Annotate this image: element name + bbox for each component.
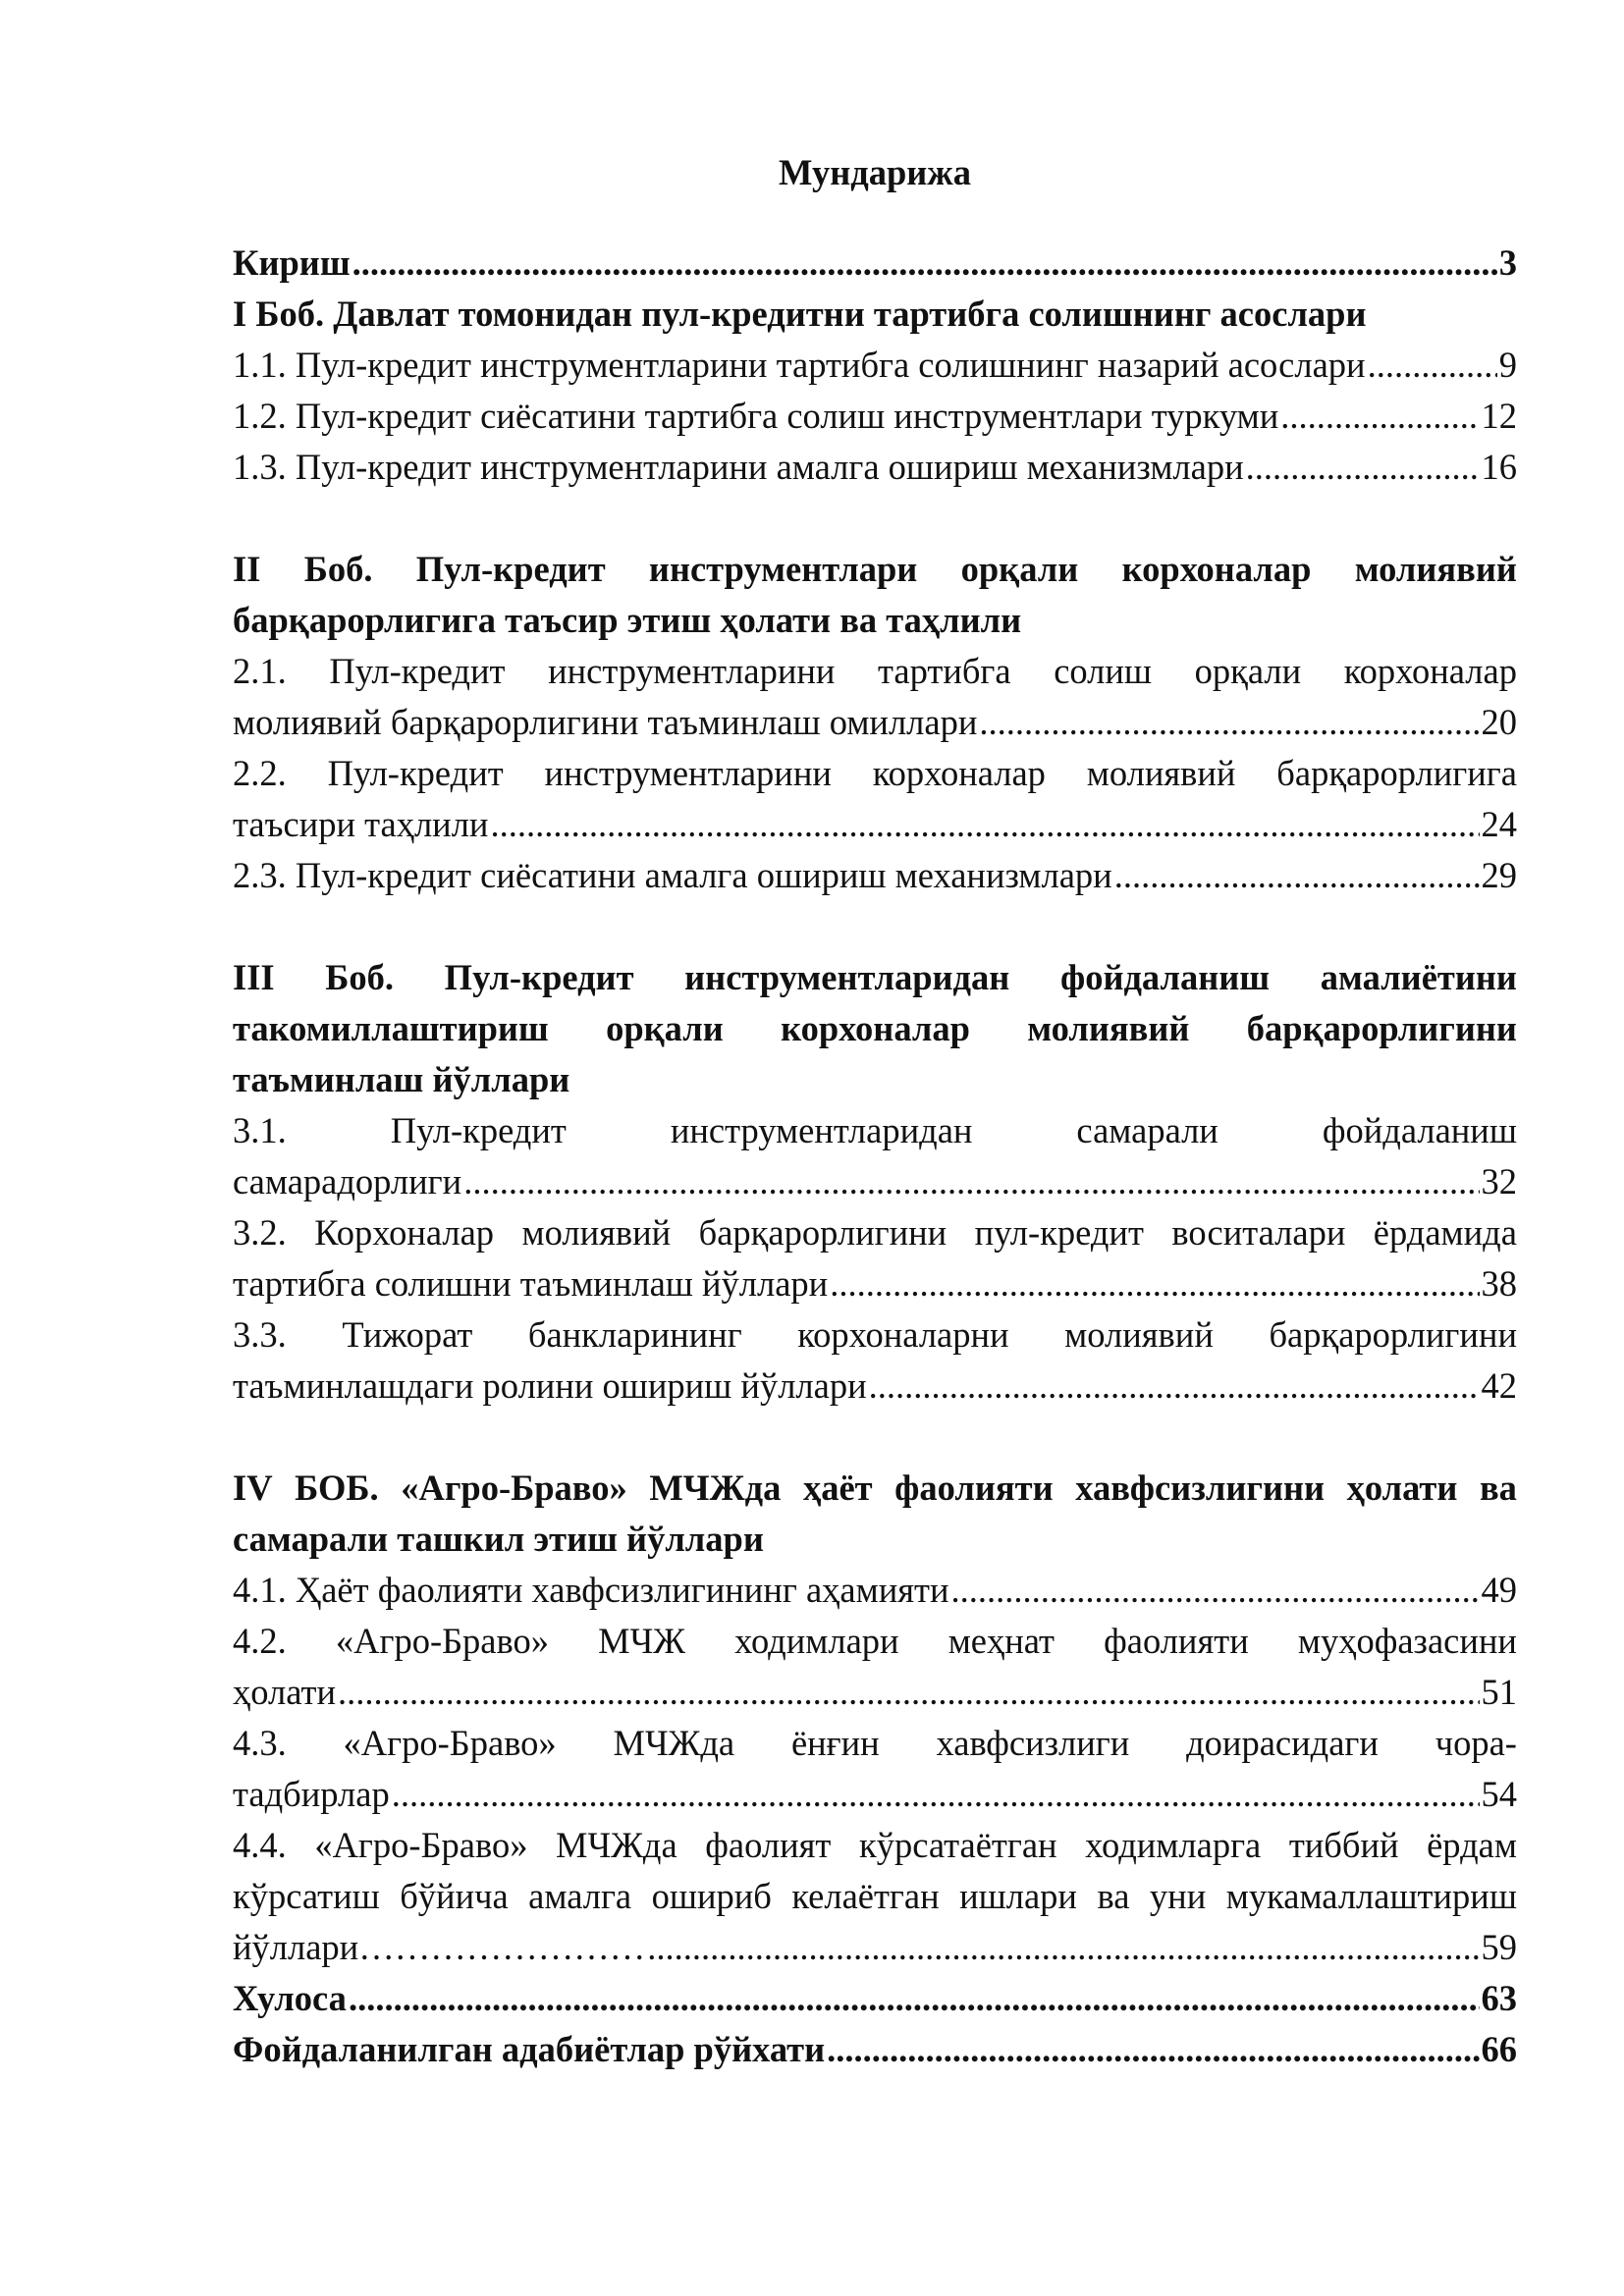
page-title: Мундарижа (778, 152, 971, 192)
dot-leader (647, 1922, 1479, 1973)
chapter-4-heading-line-1: IV БОБ. «Агро-Браво» МЧЖда ҳаёт фаолияти хавфсизлигини ҳолати ва (233, 1468, 1517, 1508)
toc-entry-3-3 (233, 1361, 1517, 1412)
chapter-2-heading-line-1: II Боб. Пул-кредит инструментлари орқали корхоналар молиявий (233, 549, 1517, 589)
toc-entry-page: 20 (1481, 702, 1517, 742)
toc-entry-4-4-line-1: 4.4. «Агро-Браво» МЧЖда фаолият кўрсатаётган ходимларга тиббий ёрдам (233, 1825, 1517, 1865)
toc-entry-label: самарадорлиги (233, 1161, 462, 1201)
chapter-3-heading-line-3: таъминлаш йўллари (233, 1059, 570, 1099)
chapter-3-heading-line-2: такомиллаштириш орқали корхоналар молиявий барқарорлигини (233, 1008, 1517, 1048)
toc-entry-4-3-line-1: 4.3. «Агро-Браво» МЧЖда ёнғин хавфсизлиги доирасидаги чора- (233, 1723, 1517, 1763)
toc-entry-label: Фойдаланилган адабиётлар рўйхати (233, 2029, 826, 2069)
toc-entry-label: 1.1. Пул-кредит инструментларини тартибга солишнинг назарий асослари (233, 345, 1366, 385)
dot-leader (352, 238, 1497, 289)
toc-entry-page: 49 (1481, 1570, 1517, 1610)
dot-leader (463, 1156, 1479, 1207)
chapter-4-heading-line-2: самарали ташкил этиш йўллари (233, 1519, 764, 1559)
toc-entry-page: 51 (1481, 1672, 1517, 1712)
toc-entry-4-2 (233, 1667, 1517, 1718)
toc-entry-label: молиявий барқарорлигини таъминлаш омиллари (233, 702, 978, 742)
toc-entry-page: 32 (1481, 1161, 1517, 1201)
dot-leader (869, 1361, 1480, 1412)
toc-entry-label: 1.2. Пул-кредит сиёсатини тартибга солиш инструментлари туркуми (233, 396, 1279, 436)
toc-entry-page: 16 (1481, 447, 1517, 487)
dot-leader (1114, 850, 1480, 901)
toc-entry-label: таъсири таҳлили (233, 804, 489, 844)
toc-entry-2-1 (233, 697, 1517, 748)
chapter-1-heading: I Боб. Давлат томонидан пул-кредитни тартибга солишнинг асослари (233, 294, 1367, 334)
toc-entry-label: ҳолати (233, 1672, 336, 1712)
toc-entry-3-2-line-1: 3.2. Корхоналар молиявий барқарорлигини пул-кредит воситалари ёрдамида (233, 1212, 1517, 1253)
spacer (233, 901, 1517, 952)
toc-entry-label: Кириш (233, 242, 351, 283)
toc-entry-label: 1.3. Пул-кредит инструментларини амалга ошириш механизмлари (233, 447, 1244, 487)
toc-entry-label: тартибга солишни таъминлаш йўллари (233, 1263, 829, 1304)
toc-entry-intro (233, 238, 1517, 289)
dot-leader (979, 697, 1479, 748)
toc-entry-page: 54 (1481, 1774, 1517, 1814)
toc-entry-page: 3 (1498, 242, 1517, 283)
toc-entry-page: 24 (1481, 804, 1517, 844)
toc-entry-2-2-line-1: 2.2. Пул-кредит инструментларини корхоналар молиявий барқарорлигига (233, 753, 1517, 793)
toc-entry-page: 42 (1481, 1365, 1517, 1406)
toc-entry-page: 66 (1481, 2029, 1517, 2069)
toc-entry-4-4 (233, 1922, 1517, 1973)
dot-leader (338, 1667, 1480, 1718)
dot-leader (951, 1565, 1480, 1616)
toc-entry-page: 29 (1481, 855, 1517, 895)
toc-entry-label: 2.3. Пул-кредит сиёсатини амалга ошириш механизмлари (233, 855, 1112, 895)
toc-entry-label: 4.1. Ҳаёт фаолияти хавфсизлигининг аҳамияти (233, 1570, 949, 1610)
toc-entry-2-1-line-1: 2.1. Пул-кредит инструментларини тартибга солиш орқали корхоналар (233, 651, 1517, 691)
toc-entry-1-3 (233, 442, 1517, 493)
toc-entry-3-3-line-1: 3.3. Тижорат банкларининг корхоналарни молиявий барқарорлигини (233, 1314, 1517, 1355)
toc-entry-3-1-line-1: 3.1. Пул-кредит инструментларидан самарали фойдаланиш (233, 1110, 1517, 1150)
toc-entry-page: 63 (1481, 1978, 1517, 2018)
spacer (233, 1412, 1517, 1463)
toc-entry-conclusion (233, 1973, 1517, 2024)
toc-entry-4-1 (233, 1565, 1517, 1616)
toc-entry-page: 59 (1481, 1927, 1517, 1967)
dot-leader (1246, 442, 1480, 493)
dot-leader (490, 799, 1479, 850)
toc-entry-page: 12 (1481, 396, 1517, 436)
toc-entry-references (233, 2024, 1517, 2075)
chapter-2-heading-line-2: барқарорлигига таъсир этиш ҳолати ва таҳлили (233, 600, 1022, 640)
toc-entry-3-2 (233, 1258, 1517, 1309)
dot-leader (1280, 391, 1479, 442)
dot-leader (349, 1973, 1480, 2024)
table-of-contents (233, 147, 1517, 2075)
toc-entry-4-3 (233, 1769, 1517, 1820)
toc-entry-1-2 (233, 391, 1517, 442)
toc-entry-3-1 (233, 1156, 1517, 1207)
dot-leader (827, 2024, 1479, 2075)
toc-entry-page: 9 (1498, 345, 1517, 385)
toc-entry-1-1 (233, 340, 1517, 391)
toc-entry-4-2-line-1: 4.2. «Агро-Браво» МЧЖ ходимлари меҳнат фаолияти муҳофазасини (233, 1621, 1517, 1661)
toc-entry-4-4-line-2: кўрсатиш бўйича амалга ошириб келаётган ишлари ва уни мукамаллаштириш (233, 1876, 1517, 1916)
spacer (233, 493, 1517, 544)
toc-entry-label: тадбирлар (233, 1774, 390, 1814)
dot-leader (1368, 340, 1497, 391)
toc-entry-2-3 (233, 850, 1517, 901)
chapter-3-heading-line-1: III Боб. Пул-кредит инструментларидан фойдаланиш амалиётини (233, 957, 1517, 997)
toc-entry-label: таъминлашдаги ролини ошириш йўллари (233, 1365, 867, 1406)
toc-entry-label: йўллари…………………… (233, 1927, 646, 1967)
toc-entry-label: Хулоса (233, 1978, 347, 2018)
dot-leader (392, 1769, 1480, 1820)
dot-leader (830, 1258, 1479, 1309)
toc-entry-2-2 (233, 799, 1517, 850)
toc-entry-page: 38 (1481, 1263, 1517, 1304)
